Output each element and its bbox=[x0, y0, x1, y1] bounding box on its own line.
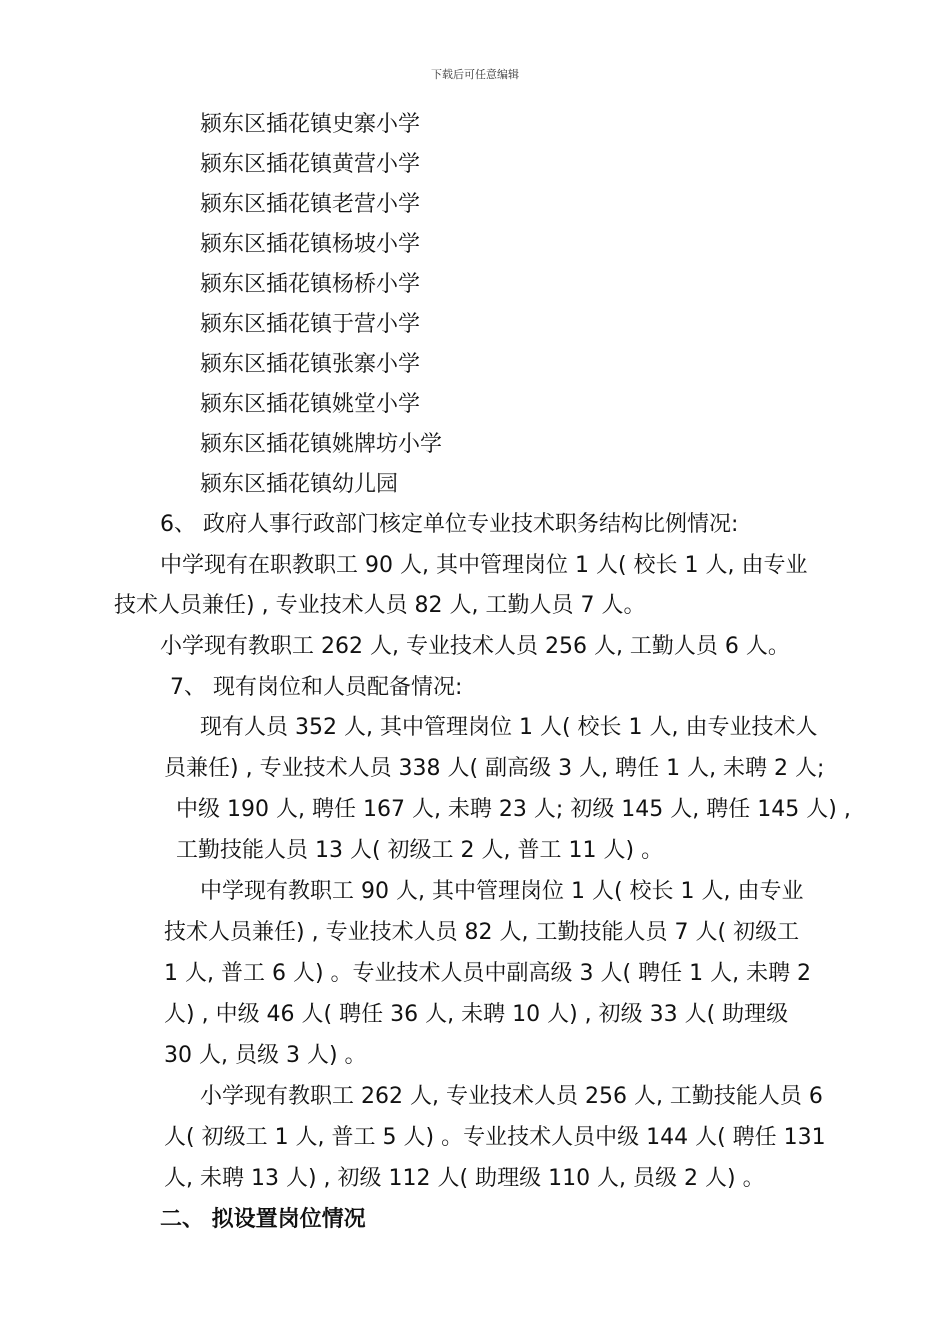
section-2-heading: 二、 拟设置岗位情况 bbox=[160, 1207, 366, 1232]
school-item: 颍东区插花镇杨坡小学 bbox=[200, 232, 421, 257]
school-item: 颍东区插花镇黄营小学 bbox=[200, 152, 421, 177]
paragraph-line: 中学现有在职教职工 90 人, 其中管理岗位 1 人( 校长 1 人, 由专业 bbox=[160, 553, 808, 578]
school-item: 颍东区插花镇姚牌坊小学 bbox=[200, 432, 443, 457]
paragraph-line: 人, 未聘 13 人) , 初级 112 人( 助理级 110 人, 员级 2 人) 。 bbox=[164, 1166, 765, 1191]
paragraph-line: 人) , 中级 46 人( 聘任 36 人, 未聘 10 人) , 初级 33 人( 助理级 bbox=[164, 1002, 789, 1027]
school-item: 颍东区插花镇幼儿园 bbox=[200, 472, 399, 497]
paragraph-line: 员兼任) , 专业技术人员 338 人( 副高级 3 人, 聘任 1 人, 未聘 2 人; bbox=[164, 756, 825, 781]
school-item: 颍东区插花镇杨桥小学 bbox=[200, 272, 421, 297]
page-header: 下载后可任意编辑 bbox=[431, 68, 519, 81]
paragraph-line: 中级 190 人, 聘任 167 人, 未聘 23 人; 初级 145 人, 聘任 145 人) , bbox=[176, 797, 851, 822]
school-item: 颍东区插花镇张寨小学 bbox=[200, 352, 421, 377]
section-7-heading: 7、 现有岗位和人员配备情况: bbox=[170, 675, 463, 700]
section-6-heading: 6、 政府人事行政部门核定单位专业技术职务结构比例情况: bbox=[160, 512, 739, 537]
school-item: 颍东区插花镇于营小学 bbox=[200, 312, 421, 337]
paragraph-line: 小学现有教职工 262 人, 专业技术人员 256 人, 工勤人员 6 人。 bbox=[160, 634, 790, 659]
paragraph-line: 工勤技能人员 13 人( 初级工 2 人, 普工 11 人) 。 bbox=[176, 838, 664, 863]
paragraph-line: 技术人员兼任) , 专业技术人员 82 人, 工勤人员 7 人。 bbox=[114, 593, 646, 618]
paragraph-line: 人( 初级工 1 人, 普工 5 人) 。专业技术人员中级 144 人( 聘任 131 bbox=[164, 1125, 826, 1150]
school-item: 颍东区插花镇史寨小学 bbox=[200, 112, 421, 137]
paragraph-line: 1 人, 普工 6 人) 。专业技术人员中副高级 3 人( 聘任 1 人, 未聘 2 bbox=[164, 961, 812, 986]
paragraph-line: 30 人, 员级 3 人) 。 bbox=[164, 1043, 367, 1068]
paragraph-line: 中学现有教职工 90 人, 其中管理岗位 1 人( 校长 1 人, 由专业 bbox=[200, 879, 804, 904]
paragraph-line: 小学现有教职工 262 人, 专业技术人员 256 人, 工勤技能人员 6 bbox=[200, 1084, 823, 1109]
paragraph-line: 现有人员 352 人, 其中管理岗位 1 人( 校长 1 人, 由专业技术人 bbox=[200, 715, 818, 740]
school-item: 颍东区插花镇姚堂小学 bbox=[200, 392, 421, 417]
school-item: 颍东区插花镇老营小学 bbox=[200, 192, 421, 217]
paragraph-line: 技术人员兼任) , 专业技术人员 82 人, 工勤技能人员 7 人( 初级工 bbox=[164, 920, 800, 945]
